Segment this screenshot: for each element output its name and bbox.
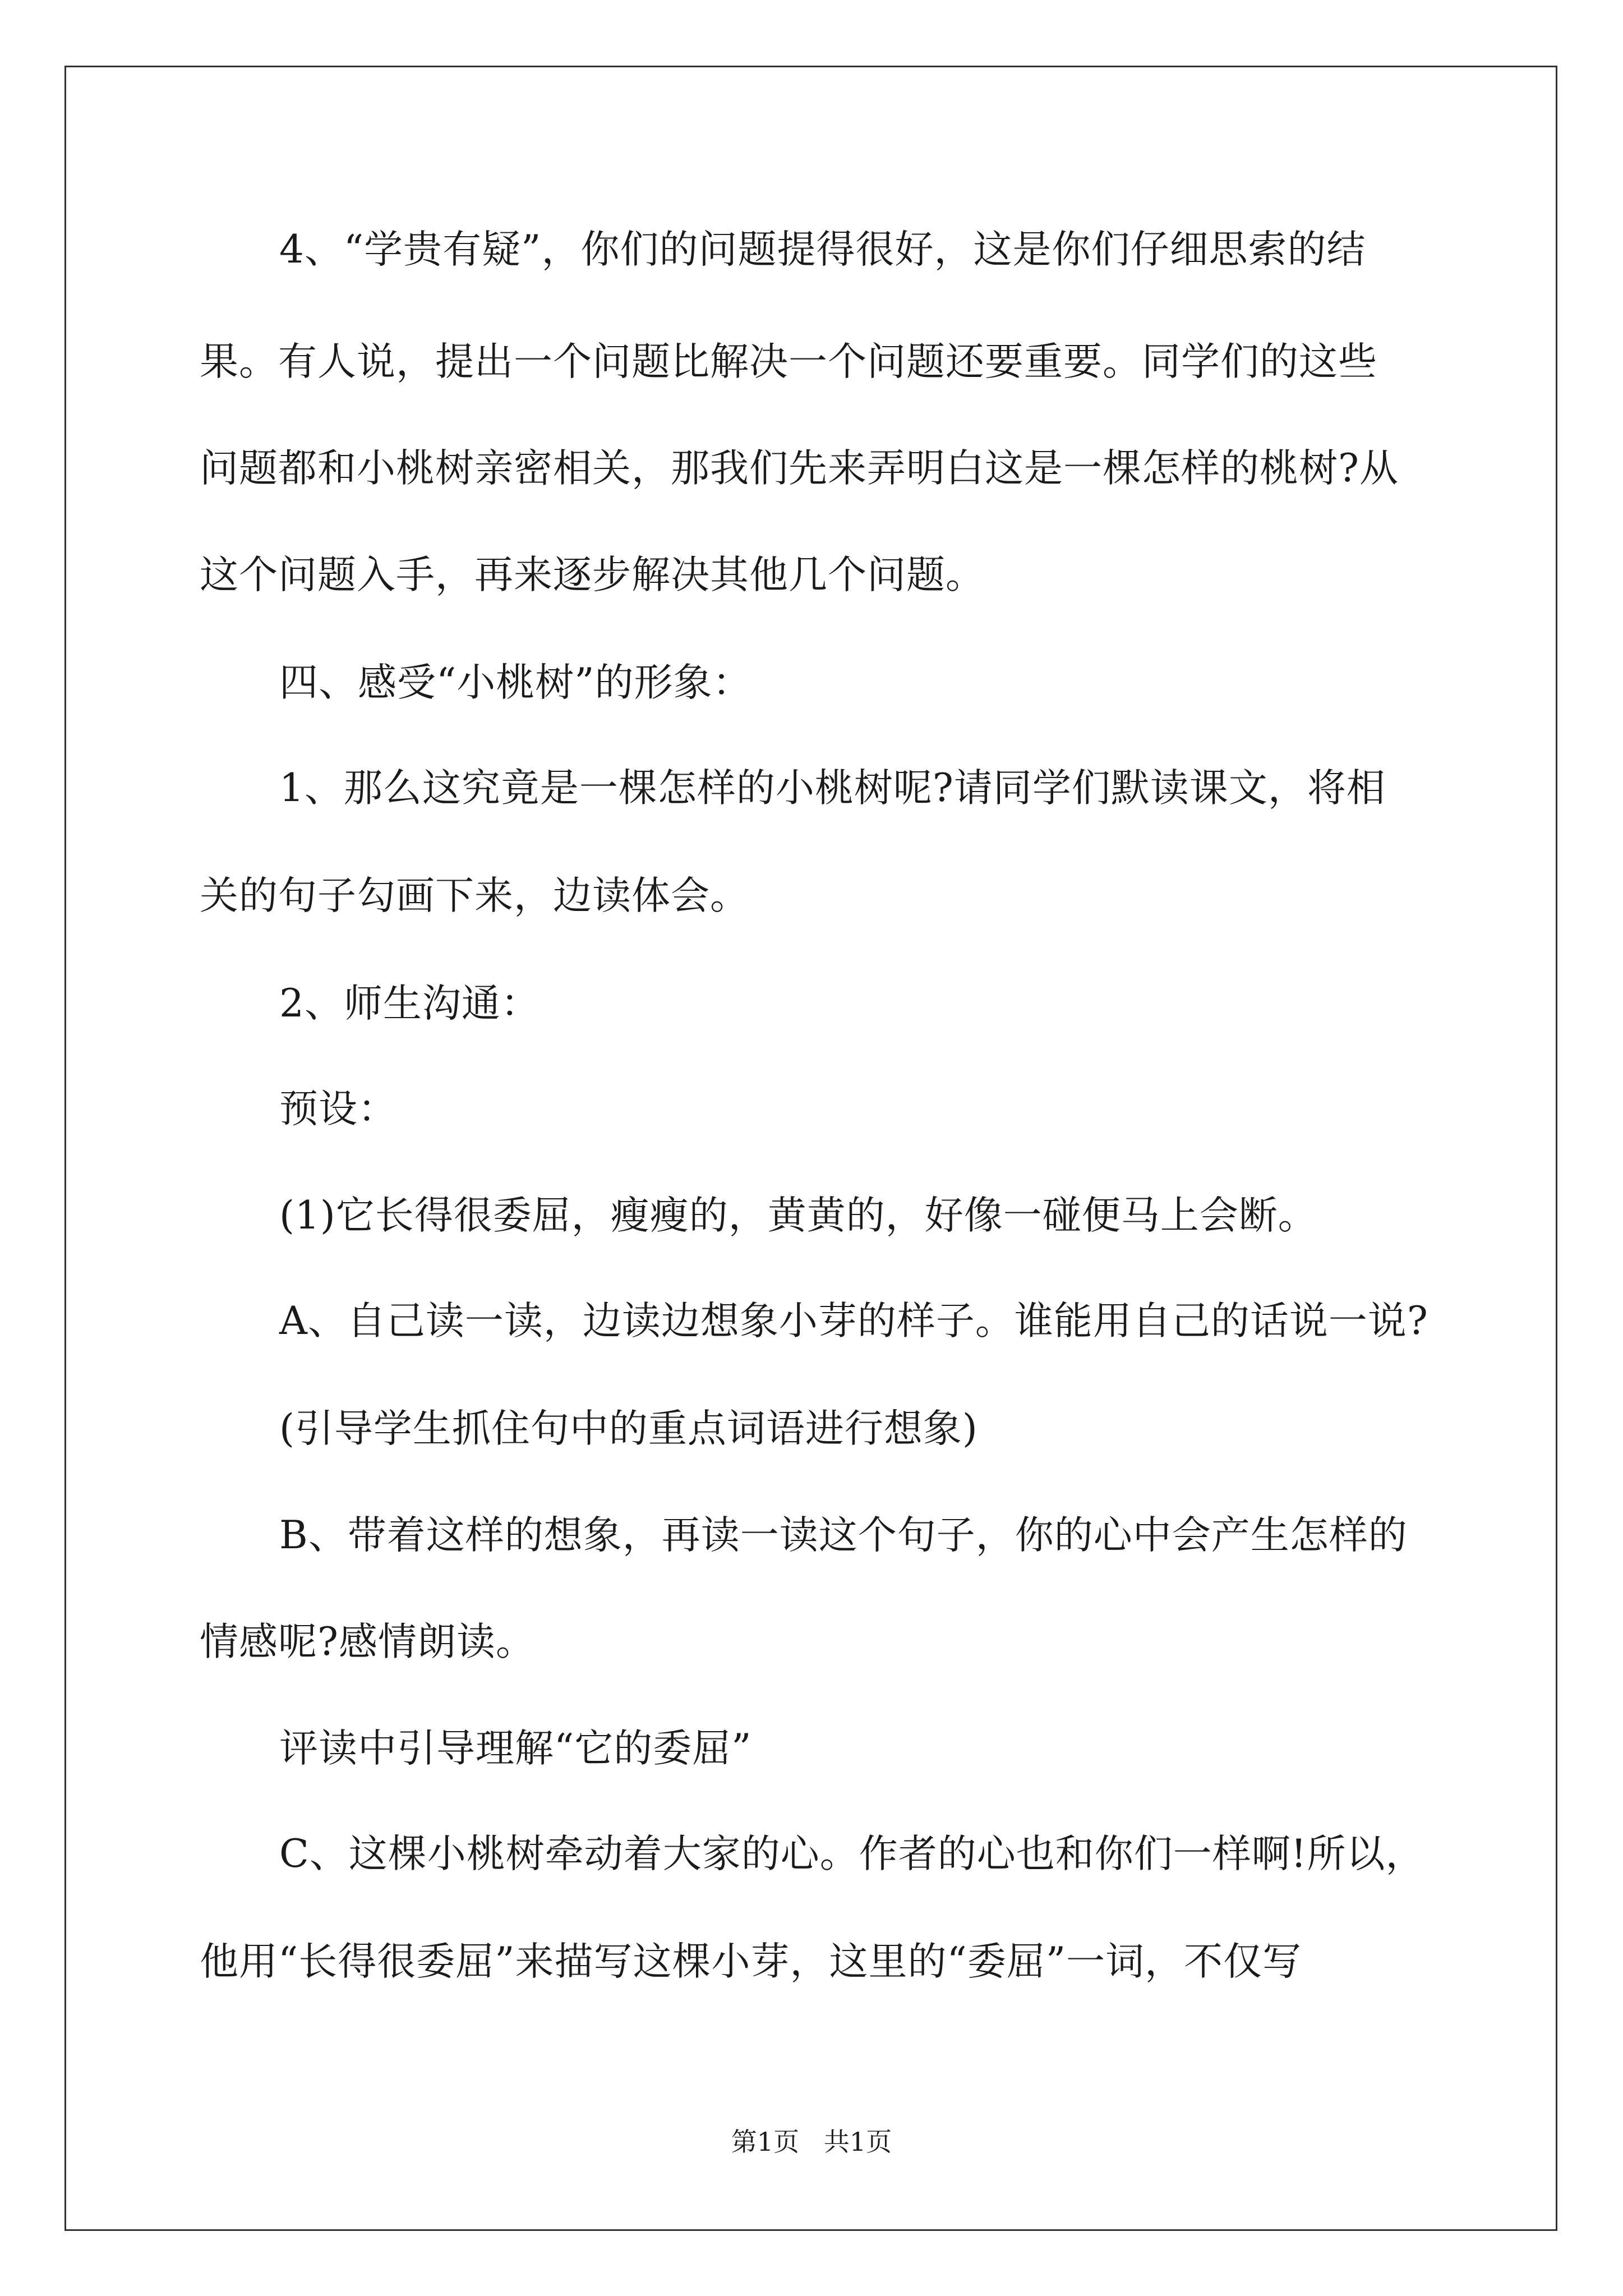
paragraph-line: 果。有人说，提出一个问题比解决一个问题还要重要。同学们的这些	[200, 339, 1377, 384]
paragraph-line: 4、“学贵有疑”，你们的问题提得很好，这是你们仔细思索的结	[279, 227, 1366, 272]
paragraph-line: 情感呢?感情朗读。	[200, 1619, 535, 1664]
paragraph-line: 关的句子勾画下来，边读体会。	[200, 873, 749, 918]
paragraph-line: B、带着这样的想象，再读一读这个句子，你的心中会产生怎样的	[279, 1513, 1408, 1558]
paragraph-line: 预设：	[279, 1087, 397, 1131]
section-heading: 四、感受“小桃树”的形象：	[279, 660, 752, 705]
paragraph-line: (1)它长得很委屈，瘦瘦的，黄黄的，好像一碰便马上会断。	[279, 1193, 1317, 1238]
page-number: 第1页 共1页	[731, 2127, 892, 2157]
page-border	[64, 66, 1557, 2231]
paragraph-line: (引导学生抓住句中的重点词语进行想象)	[279, 1406, 978, 1451]
paragraph-line: 评读中引导理解“它的委屈”	[279, 1726, 752, 1771]
paragraph-line: 他用“长得很委屈”来描写这棵小芽，这里的“委屈”一词，不仅写	[200, 1939, 1302, 1984]
paragraph-line: A、自己读一读，边读边想象小芽的样子。谁能用自己的话说一说?	[279, 1299, 1428, 1343]
paragraph-line: 这个问题入手，再来逐步解决其他几个问题。	[200, 553, 985, 597]
paragraph-line: 1、那么这究竟是一棵怎样的小桃树呢?请同学们默读课文，将相	[279, 766, 1386, 811]
paragraph-line: 2、师生沟通：	[279, 981, 540, 1026]
paragraph-line: 问题都和小桃树亲密相关，那我们先来弄明白这是一棵怎样的桃树?从	[200, 446, 1399, 491]
paragraph-line: C、这棵小桃树牵动着大家的心。作者的心也和你们一样啊!所以，	[279, 1832, 1425, 1876]
